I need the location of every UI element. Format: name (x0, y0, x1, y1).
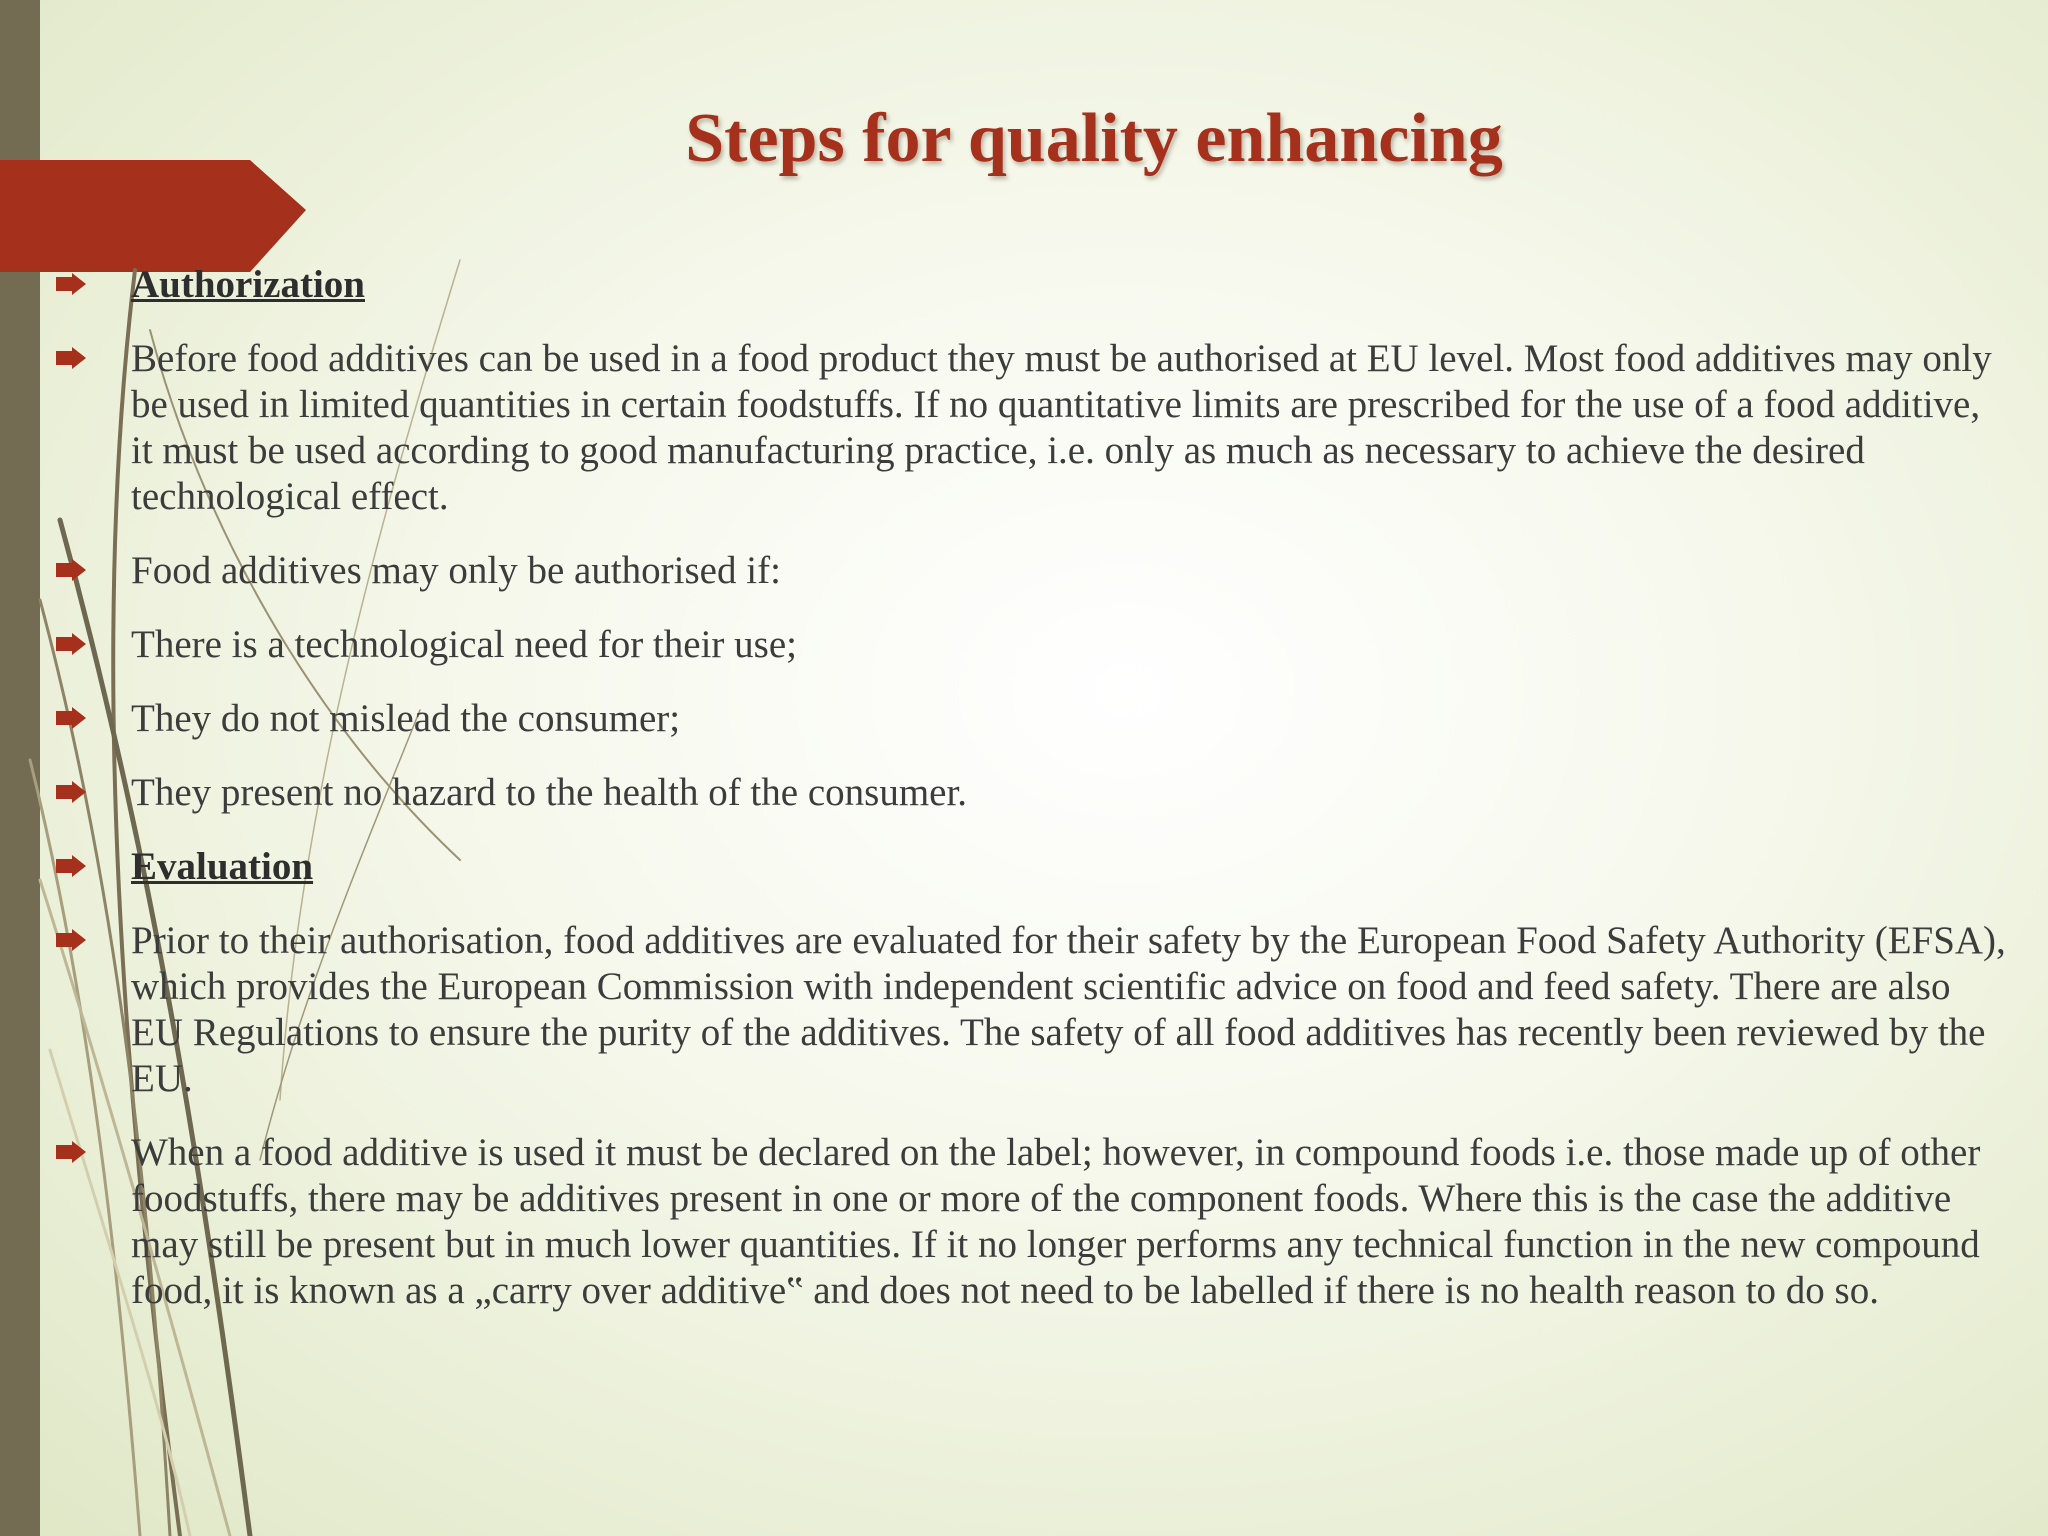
list-item-text: There is a technological need for their use; (131, 623, 797, 666)
bullet-list (56, 262, 2006, 1342)
arrow-bullet-icon (56, 633, 86, 655)
list-item (56, 622, 2006, 668)
arrow-bullet-icon (56, 1141, 86, 1163)
arrow-bullet-icon (56, 781, 86, 803)
list-item (56, 696, 2006, 742)
list-item-text: Food additives may only be authorised if: (131, 549, 781, 592)
list-item-text: They present no hazard to the health of the consumer. (131, 771, 968, 814)
list-item-text: They do not mislead the consumer; (131, 697, 681, 740)
list-item-text: Authorization (131, 263, 365, 306)
list-item-text: Evaluation (131, 845, 314, 888)
list-item-text: Before food additives can be used in a food product they must be authorised at EU level. Most food additives may only be used in limited quantities in certain foodstuffs. If no quantitative limits are prescribed for the use of a food additive, it must be used according to good manufacturing practice, i.e. only as much as necessary to achieve the desired technological effect. (131, 337, 1992, 518)
arrow-bullet-icon (56, 929, 86, 951)
list-item (56, 1130, 2006, 1314)
arrow-bullet-icon (56, 559, 86, 581)
list-item (56, 918, 2006, 1102)
list-item (56, 770, 2006, 816)
list-item-authorization-heading (56, 262, 2006, 308)
arrow-bullet-icon (56, 855, 86, 877)
arrow-bullet-icon (56, 707, 86, 729)
list-item-text: Prior to their authorisation, food additives are evaluated for their safety by the European Food Safety Authority (EFSA), which provides the European Commission with independent scientific advice on food and feed safety. There are also EU Regulations to ensure the purity of the additives. The safety of all food additives has recently been reviewed by the EU. (131, 919, 2006, 1100)
arrow-bullet-icon (56, 273, 86, 295)
slide-title: Steps for quality enhancing (685, 100, 1503, 177)
list-item (56, 336, 2006, 520)
list-item-evaluation-heading (56, 844, 2006, 890)
list-item (56, 548, 2006, 594)
list-item-text: When a food additive is used it must be declared on the label; however, in compound foods i.e. those made up of other foodstuffs, there may be additives present in one or more of the component foods. Where this is the case the additive may still be present but in much lower quantities. If it no longer performs any technical function in the new compound food, it is known as a „carry over additive‟ and does not need to be labelled if there is no health reason to do so. (131, 1131, 1981, 1312)
arrow-bullet-icon (56, 347, 86, 369)
